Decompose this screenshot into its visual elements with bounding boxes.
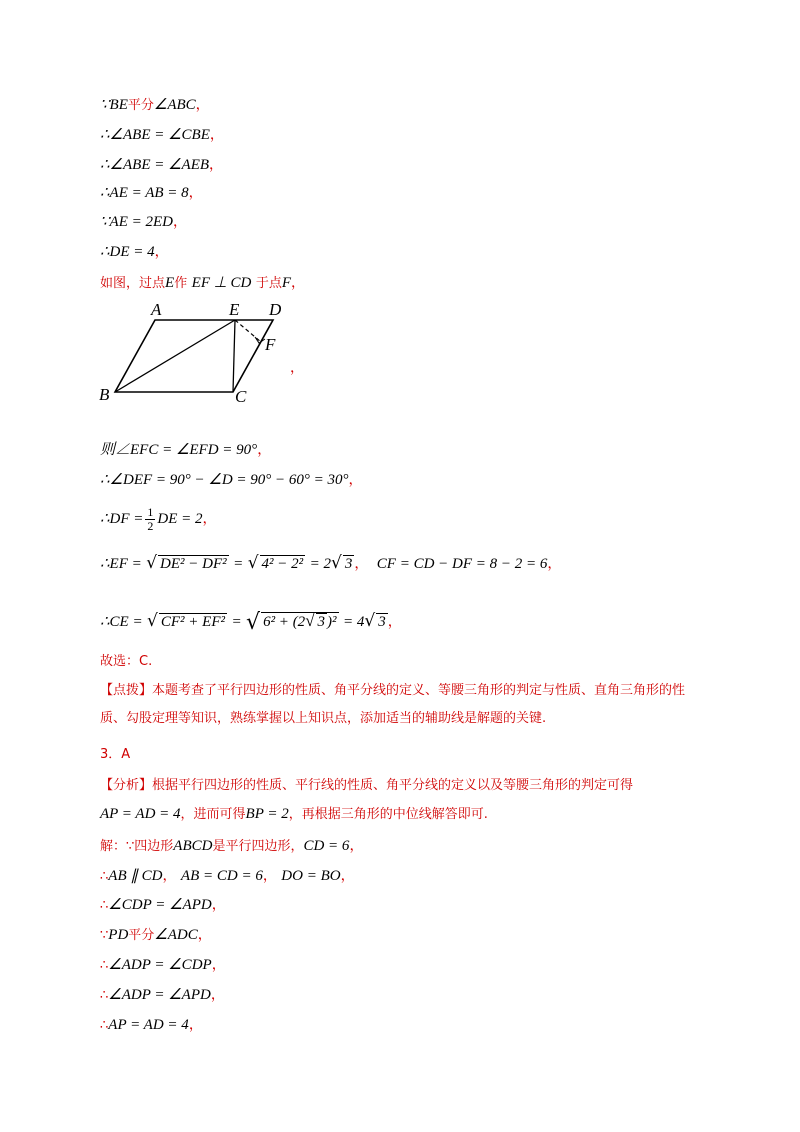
line-6	[100, 242, 169, 262]
answer-select: 故选：C.	[100, 654, 153, 669]
label-f: F	[265, 335, 276, 354]
line-5	[100, 212, 187, 232]
solution-line-4	[100, 925, 212, 946]
label-d: D	[269, 300, 282, 319]
comma: ，	[173, 214, 187, 230]
math: PD	[108, 927, 129, 943]
math: ABCD	[173, 838, 213, 854]
math: ∴DF =	[100, 511, 144, 527]
comma: ，	[349, 838, 364, 854]
radicand: 3	[378, 614, 386, 630]
math: E	[165, 275, 175, 291]
math: ∠ADP = ∠APD	[108, 987, 211, 1003]
comma: ，	[209, 157, 224, 173]
comma: ，	[209, 127, 224, 143]
text: 平分	[127, 98, 154, 113]
math: ∠ADC	[154, 927, 198, 943]
math: ∴∠ABE = ∠CBE	[100, 127, 210, 143]
line-10	[100, 502, 217, 536]
comma: ，	[162, 868, 177, 884]
math: ∴AE = AB = 8	[100, 185, 189, 201]
tip-label: 【点拨】	[100, 683, 153, 698]
text: 是平行四边形，	[212, 839, 304, 854]
math: 则∠EFC = ∠EFD = 90°	[100, 442, 258, 458]
math: ∠ADP = ∠CDP	[108, 957, 212, 973]
radicand: 3	[344, 556, 353, 572]
math: AP = AD = 4	[100, 806, 181, 822]
math: ∵BE	[100, 97, 128, 113]
math: EF ⊥ CD	[191, 275, 252, 291]
comma: ，	[154, 244, 169, 260]
math: DO = BO	[281, 868, 341, 884]
math: = 4	[342, 614, 365, 630]
math: ∴∠ABE = ∠AEB	[100, 157, 210, 173]
label-e: E	[229, 300, 240, 319]
question-3-heading: 3．A	[100, 747, 131, 762]
comma: ，	[291, 275, 306, 291]
comma: ，	[348, 472, 363, 488]
text: ，进而可得	[180, 807, 246, 822]
therefore-symbol: ∴	[100, 988, 109, 1003]
parallelogram-abcd	[115, 320, 273, 392]
line-7	[100, 273, 305, 294]
math: = 2	[309, 556, 331, 572]
line-9	[100, 470, 363, 490]
comma: ，	[547, 556, 562, 572]
text: 如图，过点	[100, 276, 166, 291]
math: CF = CD − DF = 8 − 2 = 6	[376, 556, 548, 572]
math: ∠ABC	[153, 97, 196, 113]
comma: ，	[211, 957, 226, 973]
therefore-symbol: ∴	[100, 958, 109, 973]
term: (2	[292, 614, 306, 630]
math: BP = 2	[245, 806, 289, 822]
analysis-label: 【分析】	[100, 778, 153, 793]
comma: ，	[354, 556, 369, 572]
math: =	[233, 556, 244, 572]
denominator: 2	[147, 518, 154, 533]
comma: ，	[257, 442, 272, 458]
solution-line-1	[100, 836, 363, 857]
math: AB ∥ CD	[108, 868, 163, 884]
fraction	[145, 506, 155, 533]
solution-line-5	[100, 955, 226, 976]
text: 解：∵四边形	[100, 839, 174, 854]
math: AB = CD = 6	[180, 868, 263, 884]
math: ∴CE =	[100, 614, 143, 630]
numerator: 1	[147, 504, 154, 519]
because-symbol: ∵	[100, 928, 109, 943]
text: 平分	[128, 928, 155, 943]
math: F	[281, 275, 292, 291]
comma: ，	[188, 185, 203, 201]
solution-line-7	[100, 1015, 203, 1036]
math: ∴∠DEF = 90° − ∠D = 90° − 60° = 30°	[100, 472, 349, 488]
segment-be	[115, 320, 235, 392]
math: =	[231, 614, 242, 630]
radicand-compound: 6² + (2√ 3 )²	[263, 611, 337, 630]
line-2	[100, 125, 224, 145]
comma: ，	[188, 1017, 203, 1033]
label-a: A	[151, 300, 162, 319]
comma: ，	[202, 511, 217, 527]
comma: ，	[211, 897, 226, 913]
therefore-symbol: ∴	[100, 898, 109, 913]
line-4	[100, 183, 203, 203]
math: ∴DE = 4	[100, 244, 155, 260]
tip-text: 本题考查了平行四边形的性质、角平分线的定义、等腰三角形的判定与性质、直角三角形的性质、勾股定理等知识，熟练掌握以上知识点，添加适当的辅助线是解题的关键.	[100, 683, 686, 726]
radicand: DE² − DF²	[160, 556, 227, 572]
comma: ，	[195, 97, 210, 113]
comma: ，	[340, 868, 355, 884]
solution-line-6	[100, 985, 225, 1006]
math: ∵AE = 2ED	[100, 214, 173, 230]
comma: ，	[262, 868, 277, 884]
text: 作	[174, 276, 188, 291]
segment-ec	[233, 320, 235, 392]
label-c: C	[235, 387, 247, 406]
term: 6² +	[263, 614, 289, 630]
math: ∴EF =	[100, 556, 142, 572]
line-11: ∴EF = √ DE² − DF² = √ 4² − 2² = 2√ 3 ， CF = CD − DF = 8 − 2 = 6，	[100, 553, 562, 573]
math: ∠CDP = ∠APD	[108, 897, 212, 913]
comma: ，	[210, 987, 225, 1003]
comma: ，	[197, 927, 212, 943]
text: ，再根据三角形的中位线解答即可.	[288, 807, 488, 822]
figure-comma	[290, 358, 304, 378]
parallelogram-figure	[95, 300, 335, 410]
analysis-text: 根据平行四边形的性质、平行线的性质、角平分线的定义以及等腰三角形的判定可得	[152, 778, 634, 793]
inner-radicand: 3	[317, 614, 326, 630]
line-3	[100, 155, 223, 175]
therefore-symbol: ∴	[100, 869, 109, 884]
radicand: CF² + EF²	[160, 614, 225, 630]
math: DE = 2	[157, 511, 203, 527]
radicand: 4² − 2²	[261, 556, 304, 572]
analysis-paragraph	[100, 772, 710, 829]
comma: ，	[290, 360, 304, 376]
math: CD = 6	[303, 838, 350, 854]
line-12: ∴CE = √ CF² + EF² = √ 6² + (2√ 3 )² = 4√ 3 ，	[100, 610, 402, 635]
segment-ef-dashed	[235, 320, 261, 342]
comma: ，	[387, 614, 402, 630]
label-b: B	[99, 385, 110, 404]
line-bisector	[100, 95, 210, 116]
tip-paragraph	[100, 677, 710, 733]
math: AP = AD = 4	[108, 1017, 189, 1033]
line-8	[100, 440, 271, 460]
solution-line-2	[100, 866, 355, 887]
therefore-symbol: ∴	[100, 1018, 109, 1033]
text: 于点	[255, 276, 282, 291]
solution-line-3	[100, 895, 226, 916]
term: )²	[327, 614, 337, 630]
